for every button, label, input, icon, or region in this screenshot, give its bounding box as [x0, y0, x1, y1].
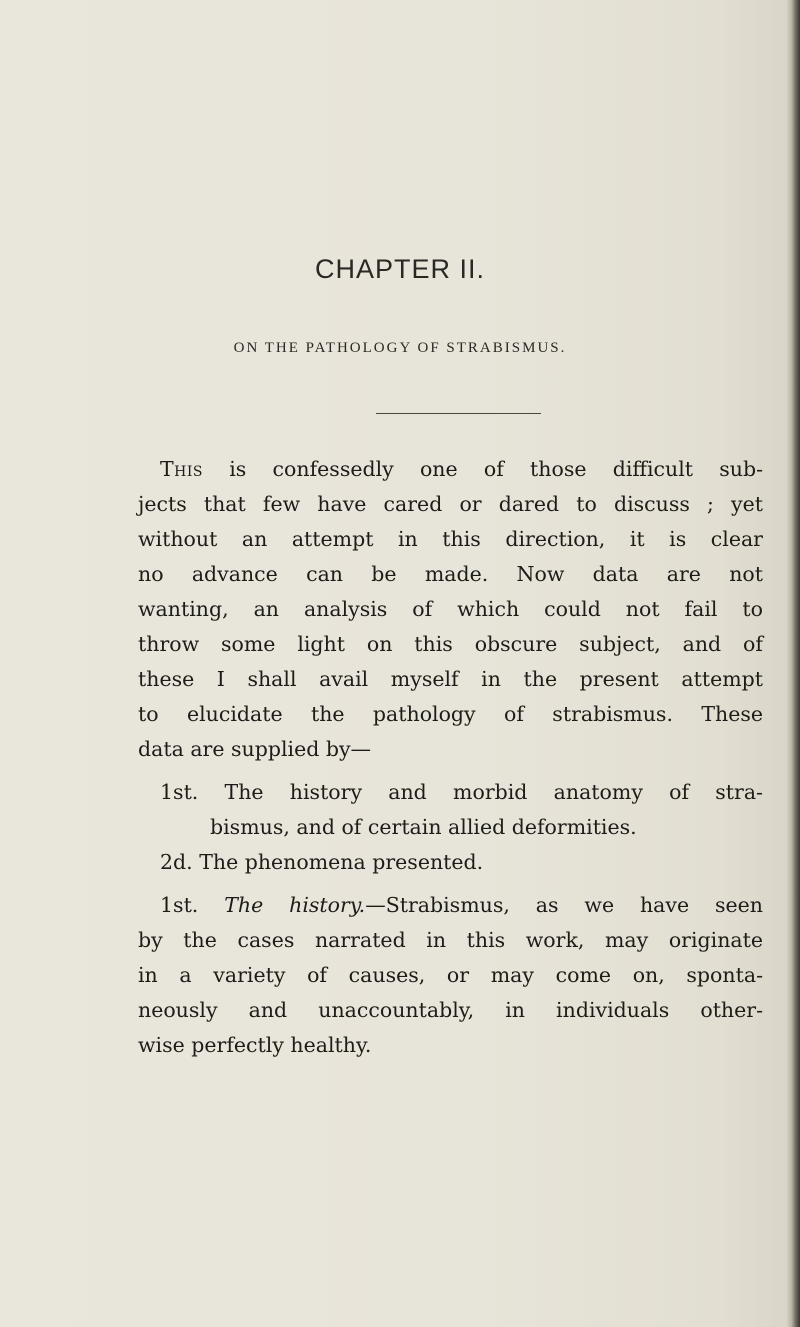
paragraph-2-number: 1st.	[160, 893, 199, 917]
paragraph-1-line-2: jects that few have cared or dared to discuss ; yet	[138, 492, 763, 516]
list-item-1-number: 1st.	[160, 780, 199, 804]
list-item-2-line-1: 2d. The phenomena presented.	[160, 850, 484, 874]
paragraph-1-first-word: This	[160, 457, 204, 481]
paragraph-1-line-8: to elucidate the pathology of strabismus. These	[138, 702, 763, 726]
section-divider	[376, 413, 541, 414]
paragraph-2-line-5: wise perfectly healthy.	[138, 1033, 372, 1057]
paragraph-2-line-2: by the cases narrated in this work, may originate	[138, 928, 763, 952]
paragraph-1-line-3: without an attempt in this direction, it is clear	[138, 527, 763, 551]
paragraph-1-line-6: throw some light on this obscure subject, and of	[138, 632, 763, 656]
list-item-1-line-2: bismus, and of certain allied deformities.	[210, 815, 637, 839]
paragraph-2-line-3: in a variety of causes, or may come on, sponta-	[138, 963, 763, 987]
paragraph-1-line-4: no advance can be made. Now data are not	[138, 562, 763, 586]
list-item-1-line-1: 1st. The history and morbid anatomy of stra-	[160, 780, 763, 804]
chapter-subtitle: ON THE PATHOLOGY OF STRABISMUS.	[233, 340, 567, 356]
paragraph-1-line-9: data are supplied by—	[138, 737, 372, 761]
chapter-title: CHAPTER II.	[314, 254, 486, 284]
page-edge-shadow	[786, 0, 800, 1327]
paragraph-1-line-1: This is confessedly one of those difficult sub-	[160, 457, 763, 481]
list-item-2-number: 2d.	[160, 850, 193, 874]
paragraph-1-line-5: wanting, an analysis of which could not fail to	[138, 597, 763, 621]
paragraph-2-line-1: 1st. The history.—Strabismus, as we have seen	[160, 893, 764, 917]
body-text	[138, 452, 763, 1063]
paragraph-2-heading: The history.	[224, 893, 366, 917]
paragraph-1-line-7: these I shall avail myself in the present attempt	[138, 667, 763, 691]
paragraph-2-line-4: neously and unaccountably, in individuals other-	[138, 998, 763, 1022]
